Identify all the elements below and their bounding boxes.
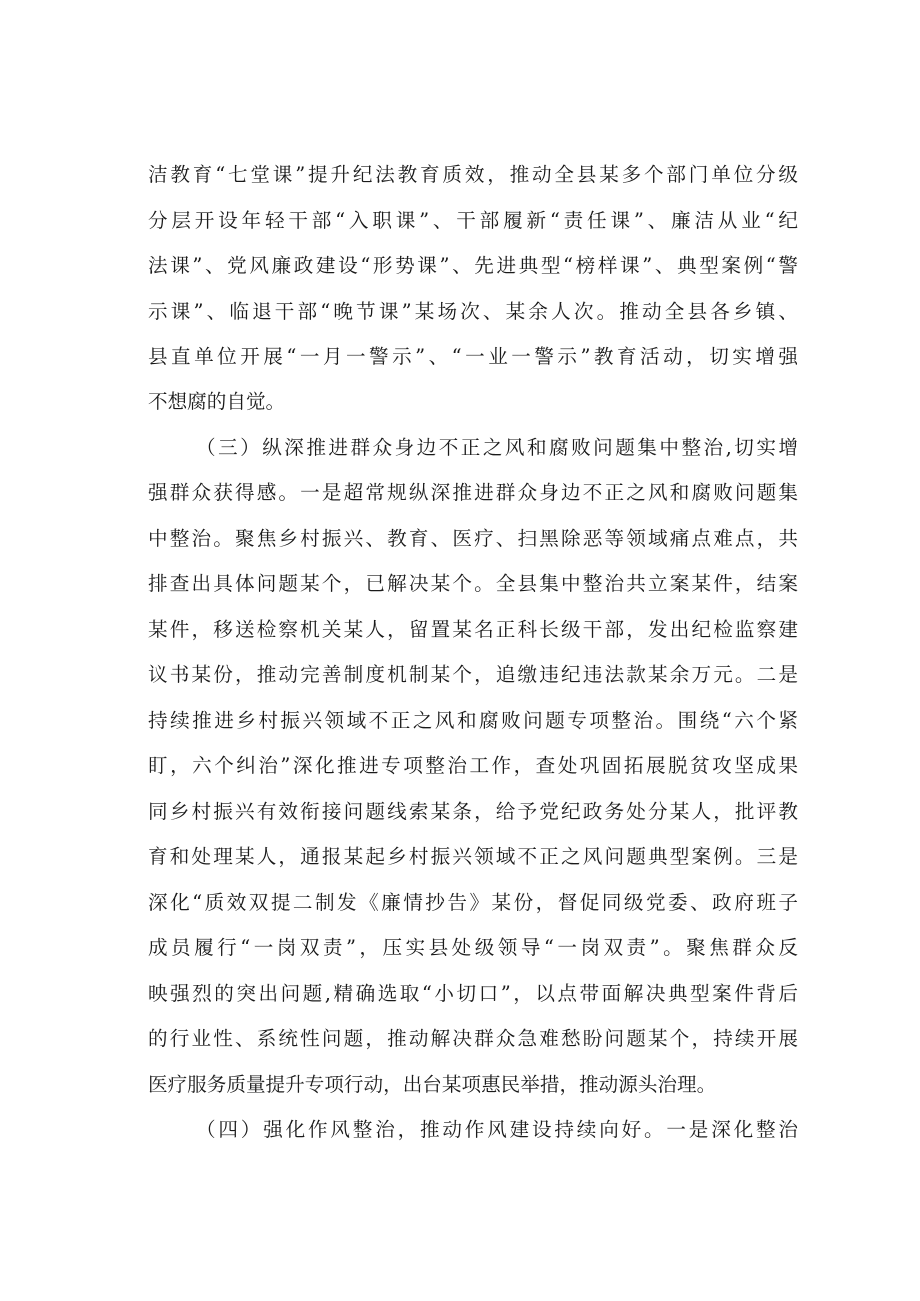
text-line: 法课”、党风廉政建设“形势课”、先进典型“榜样课”、典型案例“警 — [148, 254, 798, 277]
text-line: 持续推进乡村振兴领域不正之风和腐败问题专项整治。围绕“六个紧 — [148, 709, 798, 732]
text-line: 某件，移送检察机关某人，留置某名正科长级干部，发出纪检监察建 — [148, 618, 798, 641]
text-line: 分层开设年轻干部“入职课”、干部履新“责任课”、廉洁从业“纪 — [148, 209, 798, 232]
text-line: 强群众获得感。一是超常规纵深推进群众身边不正之风和腐败问题集 — [148, 481, 798, 504]
text-line: 盯，六个纠治”深化推进专项整治工作，查处巩固拓展脱贫攻坚成果 — [148, 754, 798, 777]
text-line: 成员履行“一岗双责”，压实县处级领导“一岗双责”。聚焦群众反 — [148, 936, 798, 959]
paragraph-end-line: 医疗服务质量提升专项行动，出台某项惠民举措，推动源头治理。 — [148, 1073, 717, 1096]
text-line: 的行业性、系统性问题，推动解决群众急难愁盼问题某个，持续开展 — [148, 1027, 798, 1050]
section-heading-four: （四）强化作风整治，推动作风建设持续向好。一是深化整治 — [196, 1118, 798, 1141]
text-line: 中整治。聚焦乡村振兴、教育、医疗、扫黑除恶等领域痛点难点，共 — [148, 527, 798, 550]
text-line: 县直单位开展“一月一警示”、“一业一警示”教育活动，切实增强 — [148, 345, 798, 368]
section-heading-three: （三）纵深推进群众身边不正之风和腐败问题集中整治,切实增 — [196, 436, 798, 459]
text-line: 映强烈的突出问题,精确选取“小切口”，以点带面解决典型案件背后 — [148, 982, 798, 1005]
text-line: 育和处理某人，通报某起乡村振兴领域不正之风问题典型案例。三是 — [148, 845, 798, 868]
text-line: 排查出具体问题某个，已解决某个。全县集中整治共立案某件，结案 — [148, 572, 798, 595]
text-line: 洁教育“七堂课”提升纪法教育质效，推动全县某多个部门单位分级 — [148, 163, 798, 186]
text-line: 同乡村振兴有效衔接问题线索某条，给予党纪政务处分某人，批评教 — [148, 800, 798, 823]
text-line: 深化“质效双提二制发《廉情抄告》某份，督促同级党委、政府班子 — [148, 891, 798, 914]
text-line: 议书某份，推动完善制度机制某个，追缴违纪违法款某余万元。二是 — [148, 663, 798, 686]
paragraph-end-line: 不想腐的自觉。 — [148, 390, 286, 413]
text-line: 示课”、临退干部“晚节课”某场次、某余人次。推动全县各乡镇、 — [148, 300, 798, 323]
